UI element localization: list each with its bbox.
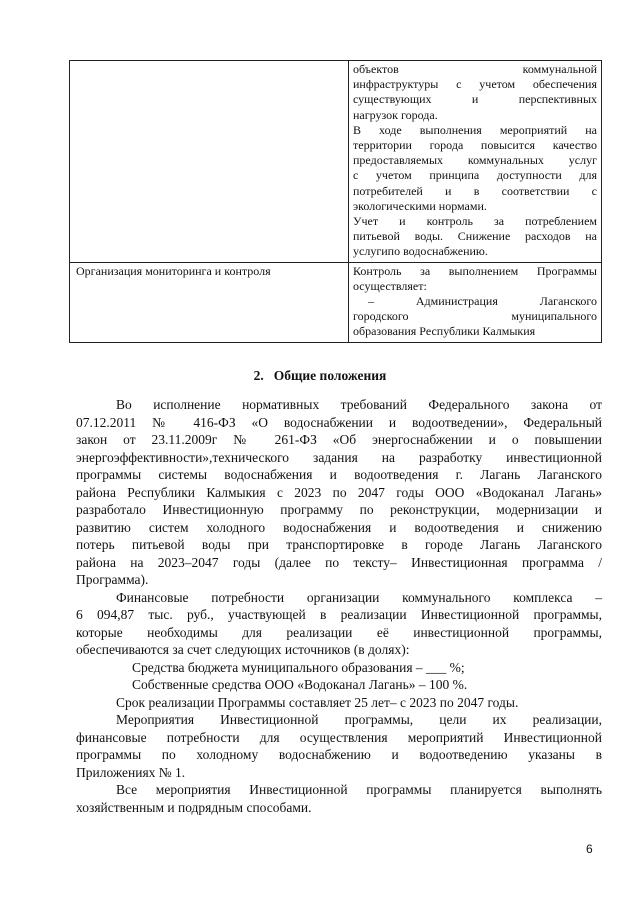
cell-line: территории города повысится качество bbox=[353, 138, 597, 153]
body-line: Средства бюджета муниципального образования – ___ %; bbox=[132, 659, 465, 675]
body-line: финансовые потребности для осуществления мероприятий Инвестиционной bbox=[76, 729, 602, 745]
section-heading bbox=[0, 368, 640, 384]
cell-line: с учетом принципа доступности для bbox=[353, 168, 597, 183]
section-title: Общие положения bbox=[273, 368, 387, 383]
body-line: программы по холодному водоснабжению и водоотведению указаны в bbox=[76, 747, 602, 762]
cell-line: Контроль за выполнением Программы bbox=[353, 263, 597, 278]
cell-line: В ходе выполнения мероприятий на bbox=[353, 122, 597, 137]
table-cell-label bbox=[70, 61, 349, 263]
body-line: Все мероприятия Инвестиционной программы планируется выполнять bbox=[116, 782, 602, 797]
cell-line: образования Республики Калмыкия bbox=[353, 324, 536, 339]
cell-line: инфраструктуры с учетом обеспечения bbox=[353, 77, 597, 92]
section-body bbox=[76, 396, 602, 816]
cell-line: Учет и контроль за потреблением bbox=[353, 214, 597, 229]
body-line: Срок реализации Программы составляет 25 лет– с 2023 по 2047 годы. bbox=[116, 694, 519, 710]
body-line: района Республики Калмыкия с 2023 по 2047 годы ООО «Водоканал Лагань» bbox=[76, 484, 602, 500]
body-line: Программа). bbox=[76, 572, 149, 587]
table-cell-value bbox=[349, 262, 602, 342]
page-number: 6 bbox=[586, 842, 593, 856]
cell-line: экологическими нормами. bbox=[353, 198, 487, 213]
program-passport-table bbox=[69, 60, 602, 343]
cell-line: нагрузок города. bbox=[353, 107, 438, 122]
cell-line: осуществляет: bbox=[353, 278, 427, 293]
cell-line: потребителей и в соответствии с bbox=[353, 183, 597, 198]
body-line: обеспечиваются за счет следующих источников (в долях): bbox=[76, 642, 410, 657]
cell-line: питьевой воды. Снижение расходов на bbox=[353, 229, 597, 244]
cell-line: предоставляемых коммунальных услуг bbox=[353, 153, 597, 168]
body-line: разработало Инвестиционную программу по реконструкции, модернизации и bbox=[76, 502, 602, 517]
body-line: Собственные средства ООО «Водоканал Лагань» – 100 %. bbox=[132, 677, 468, 692]
body-line: района на 2023–2047 годы (далее по тексту– Инвестиционная программа / bbox=[76, 554, 602, 570]
body-line: Финансовые потребности организации коммунального комплекса – bbox=[116, 589, 602, 605]
cell-line: – Администрация Лаганского bbox=[368, 294, 597, 309]
cell-line: существующих и перспективных bbox=[353, 92, 597, 107]
body-line: Во исполнение нормативных требований Федерального закона от bbox=[116, 397, 602, 412]
cell-line: услугипо водоснабжению. bbox=[353, 244, 488, 259]
cell-line: объектов коммунальной bbox=[353, 62, 597, 76]
body-line: 6 094,87 тыс. руб., участвующей в реализации Инвестиционной программы, bbox=[76, 607, 602, 622]
section-number: 2. bbox=[253, 368, 264, 383]
body-line: потерь питьевой воды при транспортировке в городе Лагань Лаганского bbox=[76, 537, 602, 552]
body-line: закон от 23.11.2009г № 261-ФЗ «Об энергоснабжении и о повышении bbox=[76, 432, 602, 447]
body-line: Мероприятия Инвестиционной программы, цели их реализации, bbox=[116, 712, 602, 727]
table-row bbox=[70, 61, 602, 263]
body-line: развитию систем холодного водоснабжения и водоотведения и снижению bbox=[76, 519, 602, 535]
body-line: Приложениях № 1. bbox=[76, 764, 186, 780]
cell-line: городского муниципального bbox=[353, 309, 597, 324]
body-line: 07.12.2011 № 416-ФЗ «О водоснабжении и водоотведении», Федеральный bbox=[76, 414, 602, 430]
table-cell-label: Организация мониторинга и контроля bbox=[70, 262, 349, 342]
table-row bbox=[70, 262, 602, 342]
body-line: которые необходимы для реализации её инвестиционной программы, bbox=[76, 624, 602, 640]
body-line: хозяйственным и подрядным способами. bbox=[76, 799, 312, 815]
body-line: программы системы водоснабжения и водоотведения г. Лагань Лаганского bbox=[76, 467, 602, 482]
body-line: энергоэффективности»,технического задания на разработку инвестиционной bbox=[76, 449, 602, 465]
table-cell-value bbox=[349, 61, 602, 263]
